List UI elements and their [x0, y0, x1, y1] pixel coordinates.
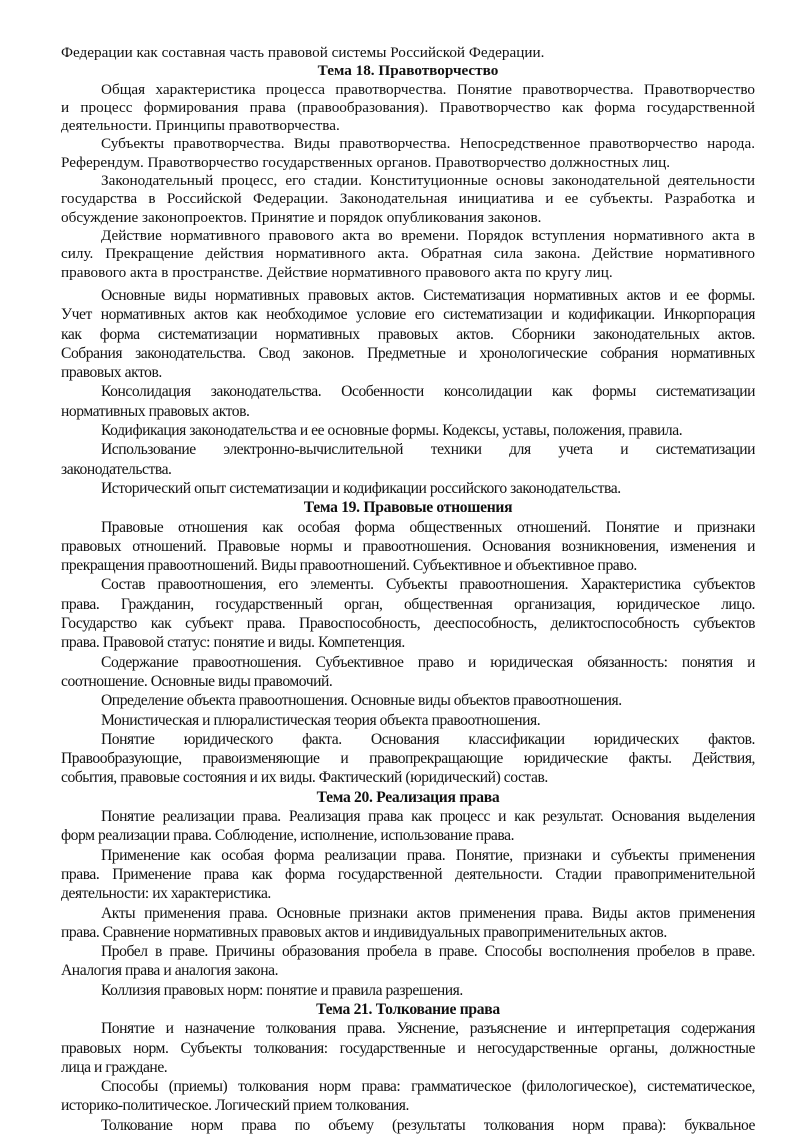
topic-heading: Тема 19. Правовые отношения [303, 499, 513, 517]
text-line: события, правовые состояния и их виды. Фактический (юридический) состав. [61, 769, 548, 787]
topic-heading: Тема 18. Правотворчество [317, 62, 499, 80]
text-line: Законодательный процесс, его стадии. Конституционные основы законодательной деятельности [101, 172, 755, 190]
text-line: государства в Российской Федерации. Законодательная инициатива и ее субъекты. Разработка и [61, 190, 755, 208]
text-line: права. Гражданин, государственный орган, общественная организация, юридическое лицо. [61, 595, 755, 613]
text-line: обсуждение законопроектов. Принятие и порядок опубликования законов. [61, 208, 542, 226]
text-line: деятельности: их характеристика. [61, 885, 271, 903]
text-line: деятельности. Принципы правотворчества. [61, 117, 340, 135]
text-line: Понятие реализации права. Реализация права как процесс и как результат. Основания выделения [101, 808, 755, 826]
text-line: правовых актов. [61, 364, 162, 382]
text-line: Аналогия права и аналогия закона. [61, 962, 279, 980]
text-line: Понятие юридического факта. Основания классификации юридических фактов. [101, 730, 755, 748]
text-line: Использование электронно-вычислительной техники для учета и систематизации [101, 441, 755, 459]
text-line: Действие нормативного правового акта во времени. Порядок вступления нормативного акта в [101, 226, 755, 244]
section-temy-19-21 [61, 286, 755, 1135]
text-line: Основные виды нормативных правовых актов. Систематизация нормативных актов и ее формы. [101, 287, 755, 304]
text-line: историко-политическое. Логический прием толкования. [61, 1097, 409, 1115]
text-line: Государство как субъект права. Правоспособность, дееспособность, деликтоспособность субъектов [61, 615, 755, 633]
text-line: прекращения правоотношений. Виды правоотношений. Субъективное и объективное право. [61, 557, 637, 575]
text-line: силу. Прекращение действия нормативного акта. Обратная сила закона. Действие нормативного [61, 245, 755, 263]
text-line: Содержание правоотношения. Субъективное право и юридическая обязанность: понятия и [101, 653, 755, 671]
text-line: права. Применение права как форма государственной деятельности. Стадии правоприменительной [61, 865, 755, 883]
text-line: законодательства. [61, 460, 172, 478]
text-line: Состав правоотношения, его элементы. Субъекты правоотношения. Характеристика субъектов [101, 576, 755, 594]
text-line: Общая характеристика процесса правотворчества. Понятие правотворчества. Правотворчество [101, 80, 755, 98]
text-line: Референдум. Правотворчество государственных органов. Правотворчество должностных лиц. [61, 153, 671, 171]
text-line: права. Сравнение нормативных правовых актов и индивидуальных правоприменительных актов. [61, 923, 667, 941]
text-line: Учет нормативных актов как необходимое условие его систематизации и кодификации. Инкорпорация [61, 306, 755, 324]
text-line: соотношение. Основные виды правомочий. [61, 672, 333, 690]
text-line: Способы (приемы) толкования норм права: грамматическое (филологическое), систематическое, [101, 1078, 755, 1096]
text-line: Исторический опыт систематизации и кодификации российского законодательства. [101, 479, 621, 497]
text-line: Применение как особая форма реализации права. Понятие, признаки и субъекты применения [101, 846, 755, 864]
text-line: Субъекты правотворчества. Виды правотворчества. Непосредственное правотворчество народа. [101, 135, 755, 153]
topic-heading: Тема 21. Толкование права [316, 1000, 500, 1018]
section-tema-18 [61, 44, 755, 282]
text-line: правовых норм. Субъекты толкования: государственные и негосударственные органы, должностные [61, 1039, 755, 1057]
text-line: Монистическая и плюралистическая теория объекта правоотношения. [101, 711, 541, 729]
text-line: как форма систематизации нормативных правовых актов. Сборники законодательных актов. [61, 325, 755, 343]
text-line: форм реализации права. Соблюдение, исполнение, использование права. [61, 827, 515, 845]
text-line: Консолидация законодательства. Особенности консолидации как формы систематизации [101, 383, 755, 401]
text-line: Кодификация законодательства и ее основные формы. Кодексы, уставы, положения, правила. [101, 422, 683, 440]
text-line: лица и граждане. [61, 1058, 168, 1076]
text-line: нормативных правовых актов. [61, 402, 250, 420]
text-line: Толкование норм права по объему (результаты толкования норм права): буквальное [101, 1116, 755, 1134]
text-line: и процесс формирования права (правообразования). Правотворчество как форма государственной [61, 98, 755, 116]
text-line: Правовые отношения как особая форма общественных отношений. Понятие и признаки [101, 518, 755, 536]
text-line: правовых отношений. Правовые нормы и правоотношения. Основания возникновения, изменения и [61, 537, 755, 555]
topic-heading: Тема 20. Реализация права [316, 788, 500, 806]
text-line: Понятие и назначение толкования права. Уяснение, разъяснение и интерпретация содержания [101, 1020, 755, 1038]
text-line: права. Правовой статус: понятие и виды. Компетенция. [61, 634, 405, 652]
text-line: Федерации как составная часть правовой системы Российской Федерации. [61, 44, 545, 61]
text-line: Акты применения права. Основные признаки актов применения права. Виды актов применения [101, 904, 755, 922]
text-line: правового акта в пространстве. Действие нормативного правового акта по кругу лиц. [61, 263, 613, 281]
text-line: Собрания законодательства. Свод законов. Предметные и хронологические собрания нормативных [61, 344, 755, 362]
text-line: Определение объекта правоотношения. Основные виды объектов правоотношения. [101, 692, 622, 710]
text-line: Коллизия правовых норм: понятие и правила разрешения. [101, 981, 463, 999]
text-line: Правообразующие, правоизменяющие и правопрекращающие юридические факты. Действия, [61, 750, 755, 768]
text-line: Пробел в праве. Причины образования пробела в праве. Способы восполнения пробелов в праве. [101, 943, 755, 961]
